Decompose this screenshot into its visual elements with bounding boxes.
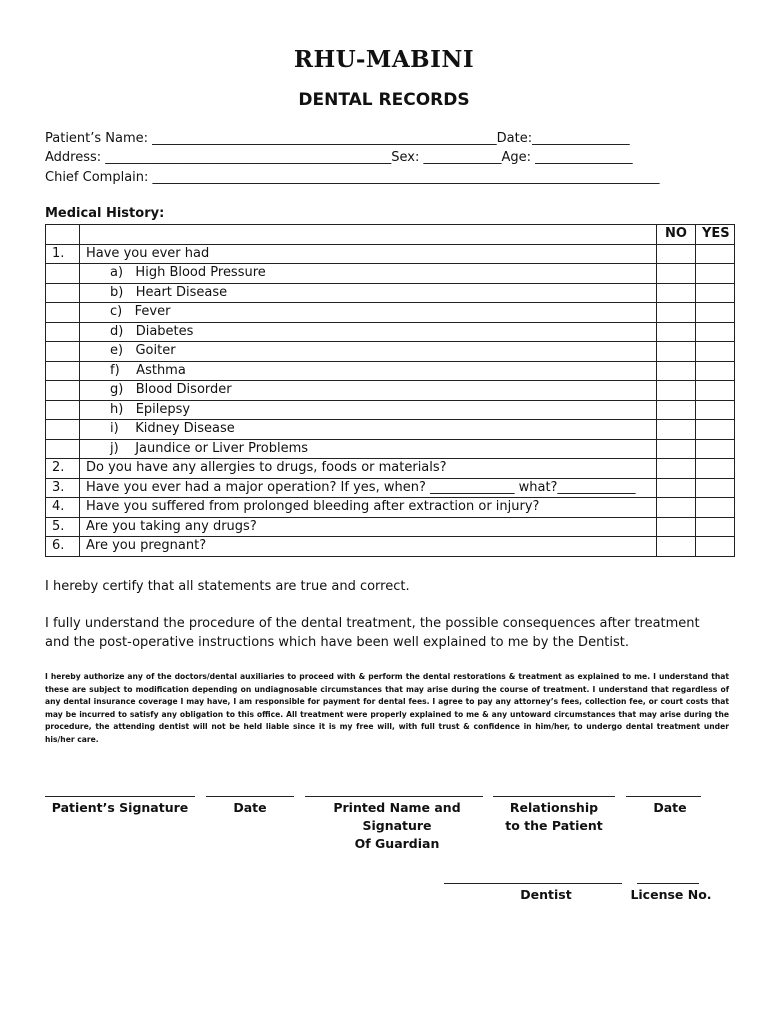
yes-checkbox-cell[interactable] — [696, 244, 735, 264]
question-text: g) Blood Disorder — [80, 381, 657, 401]
license-number-line[interactable] — [637, 883, 699, 884]
table-row — [46, 322, 735, 342]
question-text: c) Fever — [80, 303, 657, 323]
no-checkbox-cell[interactable] — [657, 498, 696, 518]
no-checkbox-cell[interactable] — [657, 420, 696, 440]
question-text: Have you ever had a major operation? If yes, when? _____________ what?____________ — [80, 478, 657, 498]
understand-statement: I fully understand the procedure of the dental treatment, the possible consequences after treatment and the post-operative instructions which have been well explained to me by the Dentist. — [45, 616, 700, 650]
no-column-header: NO — [657, 225, 696, 245]
question-text: Are you taking any drugs? — [80, 517, 657, 537]
question-number: 2. — [46, 459, 80, 479]
table-row — [46, 283, 735, 303]
yes-checkbox-cell[interactable] — [696, 342, 735, 362]
question-number — [46, 283, 80, 303]
medical-history-table — [45, 224, 735, 557]
relationship-line[interactable] — [493, 796, 615, 797]
question-number: 1. — [46, 244, 80, 264]
yes-checkbox-cell[interactable] — [696, 537, 735, 557]
no-checkbox-cell[interactable] — [657, 537, 696, 557]
patient-name-date-line[interactable]: Patient’s Name: _____________________________________________________Date:_______________ — [45, 131, 630, 146]
table-row — [46, 303, 735, 323]
question-text: i) Kidney Disease — [80, 420, 657, 440]
table-header-row — [46, 225, 735, 245]
question-number — [46, 264, 80, 284]
question-text: e) Goiter — [80, 342, 657, 362]
question-text: Are you pregnant? — [80, 537, 657, 557]
yes-checkbox-cell[interactable] — [696, 264, 735, 284]
question-number — [46, 361, 80, 381]
yes-checkbox-cell[interactable] — [696, 322, 735, 342]
table-row — [46, 478, 735, 498]
yes-checkbox-cell[interactable] — [696, 303, 735, 323]
question-text: Have you ever had — [80, 244, 657, 264]
table-row — [46, 361, 735, 381]
table-row — [46, 439, 735, 459]
yes-checkbox-cell[interactable] — [696, 361, 735, 381]
yes-checkbox-cell[interactable] — [696, 439, 735, 459]
question-text: a) High Blood Pressure — [80, 264, 657, 284]
table-row — [46, 459, 735, 479]
no-checkbox-cell[interactable] — [657, 439, 696, 459]
question-number: 3. — [46, 478, 80, 498]
table-row — [46, 342, 735, 362]
date-label-1: Date — [233, 800, 267, 815]
question-number — [46, 439, 80, 459]
license-label: License No. — [630, 887, 712, 902]
question-number — [46, 303, 80, 323]
no-checkbox-cell[interactable] — [657, 303, 696, 323]
table-row — [46, 420, 735, 440]
guardian-label: Printed Name and Signature Of Guardian — [333, 800, 461, 851]
question-number: 6. — [46, 537, 80, 557]
yes-column-header: YES — [696, 225, 735, 245]
no-checkbox-cell[interactable] — [657, 459, 696, 479]
yes-checkbox-cell[interactable] — [696, 478, 735, 498]
yes-checkbox-cell[interactable] — [696, 400, 735, 420]
chief-complain-line[interactable]: Chief Complain: ______________________________________________________________________________ — [45, 170, 660, 185]
question-number — [46, 420, 80, 440]
certify-statement: I hereby certify that all statements are true and correct. — [45, 579, 410, 594]
question-text: Do you have any allergies to drugs, foods or materials? — [80, 459, 657, 479]
question-number: 5. — [46, 517, 80, 537]
table-row — [46, 537, 735, 557]
no-checkbox-cell[interactable] — [657, 264, 696, 284]
no-checkbox-cell[interactable] — [657, 381, 696, 401]
no-checkbox-cell[interactable] — [657, 400, 696, 420]
question-text: f) Asthma — [80, 361, 657, 381]
table-row — [46, 498, 735, 518]
yes-checkbox-cell[interactable] — [696, 498, 735, 518]
yes-checkbox-cell[interactable] — [696, 283, 735, 303]
table-row — [46, 400, 735, 420]
date-line-1[interactable] — [206, 796, 294, 797]
yes-checkbox-cell[interactable] — [696, 517, 735, 537]
patient-signature-label: Patient’s Signature — [51, 800, 189, 815]
yes-checkbox-cell[interactable] — [696, 420, 735, 440]
table-row — [46, 244, 735, 264]
medical-history-label: Medical History: — [45, 206, 165, 221]
no-checkbox-cell[interactable] — [657, 283, 696, 303]
dentist-label: Dentist — [520, 887, 572, 902]
form-subtitle: DENTAL RECORDS — [298, 90, 470, 110]
question-number — [46, 322, 80, 342]
no-checkbox-cell[interactable] — [657, 322, 696, 342]
question-text: d) Diabetes — [80, 322, 657, 342]
question-number: 4. — [46, 498, 80, 518]
dentist-signature-line[interactable] — [444, 883, 622, 884]
no-checkbox-cell[interactable] — [657, 244, 696, 264]
question-text: h) Epilepsy — [80, 400, 657, 420]
yes-checkbox-cell[interactable] — [696, 459, 735, 479]
question-text: Have you suffered from prolonged bleeding after extraction or injury? — [80, 498, 657, 518]
no-checkbox-cell[interactable] — [657, 342, 696, 362]
question-text: j) Jaundice or Liver Problems — [80, 439, 657, 459]
date-line-2[interactable] — [626, 796, 701, 797]
address-sex-age-line[interactable]: Address: ____________________________________________Sex: ____________Age: _______________ — [45, 150, 633, 165]
question-number — [46, 400, 80, 420]
no-checkbox-cell[interactable] — [657, 361, 696, 381]
yes-checkbox-cell[interactable] — [696, 381, 735, 401]
guardian-signature-line[interactable] — [305, 796, 483, 797]
date-label-2: Date — [653, 800, 687, 815]
no-checkbox-cell[interactable] — [657, 517, 696, 537]
question-number — [46, 342, 80, 362]
authorization-statement: I hereby authorize any of the doctors/dental auxiliaries to proceed with & perform the dental restorations & treatment as explained to me. I understand that these are subject to modification depending on undiagnosable circumstances that may arise during the course of treatment. I understand that regardless of any dental insurance coverage I may have, I am responsible for payment for dental fees. I agree to pay any attorney’s fees, collection fee, or court costs that may be incurred to satisfy any obligation to this office. All treatment were properly explained to me & any untoward circumstances that may arise during the procedure, the attending dentist will not be held liable since it is my free will, with full trust & confidence in him/her, to undergo dental treatment under his/her care. — [45, 672, 729, 744]
no-checkbox-cell[interactable] — [657, 478, 696, 498]
question-number — [46, 381, 80, 401]
relationship-label: Relationship to the Patient — [505, 800, 603, 833]
table-row — [46, 517, 735, 537]
table-row — [46, 264, 735, 284]
patient-signature-line[interactable] — [45, 796, 195, 797]
question-text: b) Heart Disease — [80, 283, 657, 303]
clinic-title: RHU-MABINI — [293, 46, 475, 73]
table-row — [46, 381, 735, 401]
